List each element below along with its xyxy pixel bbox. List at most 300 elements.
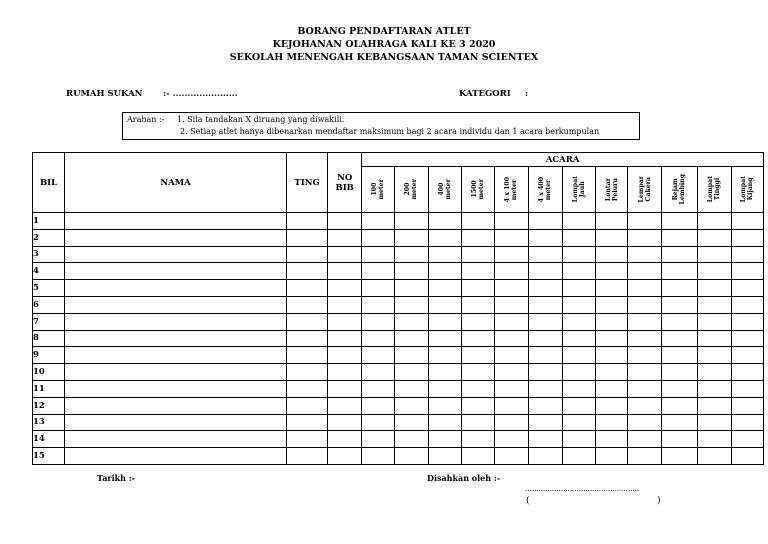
event-checkbox-cell[interactable]: [494, 263, 528, 280]
instruction-item-1: 1. Sila tandakan X diruang yang diwakili.: [177, 115, 345, 124]
header-no-bib: NO BIB: [328, 153, 362, 213]
bib-cell[interactable]: [328, 380, 362, 397]
event-checkbox-cell[interactable]: [563, 246, 596, 263]
event-checkbox-cell[interactable]: [494, 414, 528, 431]
ting-cell[interactable]: [286, 380, 327, 397]
form-title: BORANG PENDAFTARAN ATLET: [297, 26, 471, 37]
ting-cell[interactable]: [286, 330, 327, 347]
table-row: [33, 213, 764, 230]
event-checkbox-cell[interactable]: [362, 414, 395, 431]
bib-cell[interactable]: [328, 431, 362, 448]
bib-cell[interactable]: [328, 246, 362, 263]
event-checkbox-cell[interactable]: [461, 296, 494, 313]
event-header: [563, 167, 596, 213]
event-checkbox-cell[interactable]: [596, 213, 628, 230]
event-checkbox-cell[interactable]: [428, 263, 461, 280]
row-number: 7: [33, 313, 65, 330]
event-checkbox-cell[interactable]: [731, 280, 763, 297]
row-number: 3: [33, 246, 65, 263]
event-checkbox-cell[interactable]: [731, 431, 763, 448]
event-checkbox-cell[interactable]: [461, 414, 494, 431]
event-checkbox-cell[interactable]: [697, 280, 731, 297]
event-checkbox-cell[interactable]: [395, 364, 428, 381]
event-checkbox-cell[interactable]: [697, 246, 731, 263]
table-row: [33, 263, 764, 280]
event-checkbox-cell[interactable]: [528, 380, 562, 397]
event-checkbox-cell[interactable]: [461, 313, 494, 330]
event-checkbox-cell[interactable]: [528, 229, 562, 246]
event-checkbox-cell[interactable]: [494, 280, 528, 297]
event-checkbox-cell[interactable]: [528, 313, 562, 330]
event-header: [528, 167, 562, 213]
table-row: [33, 448, 764, 465]
signature-line[interactable]: ……………………………………………: [525, 485, 639, 493]
event-checkbox-cell[interactable]: [628, 246, 662, 263]
event-label: 100 meter: [371, 179, 386, 200]
event-checkbox-cell[interactable]: [697, 414, 731, 431]
event-checkbox-cell[interactable]: [428, 380, 461, 397]
bib-cell[interactable]: [328, 213, 362, 230]
nama-cell[interactable]: [65, 347, 287, 364]
event-checkbox-cell[interactable]: [528, 414, 562, 431]
event-checkbox-cell[interactable]: [731, 397, 763, 414]
event-checkbox-cell[interactable]: [731, 414, 763, 431]
row-number: 9: [33, 347, 65, 364]
event-checkbox-cell[interactable]: [628, 448, 662, 465]
event-checkbox-cell[interactable]: [596, 448, 628, 465]
event-checkbox-cell[interactable]: [596, 397, 628, 414]
event-header: [731, 167, 763, 213]
event-checkbox-cell[interactable]: [395, 380, 428, 397]
nama-cell[interactable]: [65, 431, 287, 448]
event-checkbox-cell[interactable]: [395, 431, 428, 448]
table-row: [33, 280, 764, 297]
event-checkbox-cell[interactable]: [662, 246, 697, 263]
event-checkbox-cell[interactable]: [428, 296, 461, 313]
ting-cell[interactable]: [286, 263, 327, 280]
table-row: [33, 296, 764, 313]
event-checkbox-cell[interactable]: [596, 229, 628, 246]
event-checkbox-cell[interactable]: [697, 397, 731, 414]
header-acara: ACARA: [362, 153, 764, 167]
event-checkbox-cell[interactable]: [428, 280, 461, 297]
table-row: [33, 313, 764, 330]
event-checkbox-cell[interactable]: [662, 263, 697, 280]
event-checkbox-cell[interactable]: [494, 213, 528, 230]
event-checkbox-cell[interactable]: [528, 296, 562, 313]
event-label: Rejam Lembing: [672, 174, 687, 205]
event-checkbox-cell[interactable]: [662, 431, 697, 448]
event-checkbox-cell[interactable]: [362, 313, 395, 330]
event-checkbox-cell[interactable]: [596, 263, 628, 280]
event-checkbox-cell[interactable]: [697, 380, 731, 397]
event-checkbox-cell[interactable]: [563, 397, 596, 414]
event-checkbox-cell[interactable]: [731, 229, 763, 246]
event-checkbox-cell[interactable]: [731, 263, 763, 280]
event-header: [697, 167, 731, 213]
event-checkbox-cell[interactable]: [428, 414, 461, 431]
event-checkbox-cell[interactable]: [628, 380, 662, 397]
event-header: [596, 167, 628, 213]
event-checkbox-cell[interactable]: [428, 364, 461, 381]
event-label: 200 meter: [404, 179, 419, 200]
nama-cell[interactable]: [65, 229, 287, 246]
event-checkbox-cell[interactable]: [362, 380, 395, 397]
row-number: 1: [33, 213, 65, 230]
bib-cell[interactable]: [328, 347, 362, 364]
event-checkbox-cell[interactable]: [697, 431, 731, 448]
event-checkbox-cell[interactable]: [662, 380, 697, 397]
event-checkbox-cell[interactable]: [428, 431, 461, 448]
kategori-field[interactable]: :: [525, 89, 529, 99]
event-checkbox-cell[interactable]: [628, 296, 662, 313]
ting-cell[interactable]: [286, 280, 327, 297]
event-checkbox-cell[interactable]: [528, 448, 562, 465]
event-checkbox-cell[interactable]: [628, 330, 662, 347]
row-number: 6: [33, 296, 65, 313]
event-header: [628, 167, 662, 213]
event-checkbox-cell[interactable]: [662, 330, 697, 347]
event-checkbox-cell[interactable]: [428, 229, 461, 246]
ting-cell[interactable]: [286, 347, 327, 364]
event-checkbox-cell[interactable]: [628, 313, 662, 330]
name-bracket-close: ): [657, 496, 661, 506]
bib-cell[interactable]: [328, 313, 362, 330]
row-number: 4: [33, 263, 65, 280]
event-header: [662, 167, 697, 213]
table-row: [33, 397, 764, 414]
event-checkbox-cell[interactable]: [528, 431, 562, 448]
event-header: [362, 167, 395, 213]
event-checkbox-cell[interactable]: [662, 213, 697, 230]
table-row: [33, 431, 764, 448]
event-checkbox-cell[interactable]: [662, 448, 697, 465]
event-checkbox-cell[interactable]: [362, 364, 395, 381]
event-checkbox-cell[interactable]: [494, 246, 528, 263]
row-number: 14: [33, 431, 65, 448]
event-checkbox-cell[interactable]: [395, 280, 428, 297]
event-label: Lempar Cakera: [637, 176, 652, 203]
event-checkbox-cell[interactable]: [362, 347, 395, 364]
event-checkbox-cell[interactable]: [528, 364, 562, 381]
event-checkbox-cell[interactable]: [563, 431, 596, 448]
table-row: [33, 347, 764, 364]
event-checkbox-cell[interactable]: [563, 296, 596, 313]
event-checkbox-cell[interactable]: [731, 364, 763, 381]
event-checkbox-cell[interactable]: [428, 213, 461, 230]
event-label: Lompat Jauh: [572, 176, 587, 203]
bib-cell[interactable]: [328, 397, 362, 414]
event-checkbox-cell[interactable]: [596, 364, 628, 381]
ting-cell[interactable]: [286, 414, 327, 431]
event-checkbox-cell[interactable]: [731, 380, 763, 397]
event-checkbox-cell[interactable]: [461, 280, 494, 297]
event-checkbox-cell[interactable]: [628, 347, 662, 364]
instructions-box: [122, 112, 640, 140]
event-checkbox-cell[interactable]: [528, 280, 562, 297]
event-label: 400 meter: [437, 179, 452, 200]
event-checkbox-cell[interactable]: [731, 448, 763, 465]
row-number: 8: [33, 330, 65, 347]
nama-cell[interactable]: [65, 263, 287, 280]
event-checkbox-cell[interactable]: [395, 213, 428, 230]
row-number: 11: [33, 380, 65, 397]
event-checkbox-cell[interactable]: [662, 364, 697, 381]
event-checkbox-cell[interactable]: [428, 448, 461, 465]
event-checkbox-cell[interactable]: [395, 347, 428, 364]
event-label: 4 x 400 meter: [538, 176, 553, 203]
instruction-item-2: 2. Setiap atlet hanya dibenarkan mendaftar maksimum bagi 2 acara individu dan 1 acara berkumpulan: [180, 127, 600, 136]
event-checkbox-cell[interactable]: [461, 213, 494, 230]
event-checkbox-cell[interactable]: [563, 414, 596, 431]
ting-cell[interactable]: [286, 296, 327, 313]
event-checkbox-cell[interactable]: [563, 330, 596, 347]
event-checkbox-cell[interactable]: [528, 347, 562, 364]
event-checkbox-cell[interactable]: [563, 263, 596, 280]
event-checkbox-cell[interactable]: [461, 380, 494, 397]
event-checkbox-cell[interactable]: [731, 296, 763, 313]
event-checkbox-cell[interactable]: [596, 313, 628, 330]
event-checkbox-cell[interactable]: [662, 397, 697, 414]
event-checkbox-cell[interactable]: [662, 414, 697, 431]
event-checkbox-cell[interactable]: [697, 313, 731, 330]
event-checkbox-cell[interactable]: [494, 364, 528, 381]
event-checkbox-cell[interactable]: [528, 213, 562, 230]
event-checkbox-cell[interactable]: [731, 313, 763, 330]
event-checkbox-cell[interactable]: [461, 330, 494, 347]
event-checkbox-cell[interactable]: [395, 313, 428, 330]
event-header: [461, 167, 494, 213]
event-checkbox-cell[interactable]: [596, 246, 628, 263]
nama-cell[interactable]: [65, 397, 287, 414]
event-checkbox-cell[interactable]: [461, 246, 494, 263]
event-checkbox-cell[interactable]: [628, 397, 662, 414]
event-checkbox-cell[interactable]: [528, 397, 562, 414]
name-bracket-open: (: [526, 496, 530, 506]
event-checkbox-cell[interactable]: [563, 380, 596, 397]
bib-cell[interactable]: [328, 296, 362, 313]
event-header: [494, 167, 528, 213]
nama-cell[interactable]: [65, 380, 287, 397]
event-checkbox-cell[interactable]: [494, 296, 528, 313]
event-checkbox-cell[interactable]: [461, 229, 494, 246]
bib-cell[interactable]: [328, 330, 362, 347]
rumah-sukan-field[interactable]: :- ......................: [163, 89, 238, 99]
nama-cell[interactable]: [65, 330, 287, 347]
bib-cell[interactable]: [328, 263, 362, 280]
event-checkbox-cell[interactable]: [362, 431, 395, 448]
header-nama: NAMA: [65, 153, 287, 213]
event-checkbox-cell[interactable]: [362, 448, 395, 465]
event-checkbox-cell[interactable]: [563, 213, 596, 230]
nama-cell[interactable]: [65, 246, 287, 263]
row-number: 2: [33, 229, 65, 246]
event-checkbox-cell[interactable]: [461, 431, 494, 448]
event-checkbox-cell[interactable]: [697, 330, 731, 347]
event-checkbox-cell[interactable]: [395, 229, 428, 246]
event-checkbox-cell[interactable]: [662, 280, 697, 297]
table-body: [33, 213, 764, 465]
event-checkbox-cell[interactable]: [362, 330, 395, 347]
event-checkbox-cell[interactable]: [628, 431, 662, 448]
event-checkbox-cell[interactable]: [596, 296, 628, 313]
tarikh-label: Tarikh :-: [97, 473, 136, 483]
header-ting: TING: [286, 153, 327, 213]
ting-cell[interactable]: [286, 229, 327, 246]
ting-cell[interactable]: [286, 246, 327, 263]
nama-cell[interactable]: [65, 213, 287, 230]
event-checkbox-cell[interactable]: [461, 347, 494, 364]
school-name: SEKOLAH MENENGAH KEBANGSAAN TAMAN SCIENTEX: [229, 52, 539, 63]
event-checkbox-cell[interactable]: [494, 448, 528, 465]
event-checkbox-cell[interactable]: [395, 397, 428, 414]
ting-cell[interactable]: [286, 397, 327, 414]
row-number: 10: [33, 364, 65, 381]
ting-cell[interactable]: [286, 364, 327, 381]
table-row: [33, 414, 764, 431]
event-checkbox-cell[interactable]: [362, 229, 395, 246]
event-checkbox-cell[interactable]: [662, 313, 697, 330]
event-checkbox-cell[interactable]: [461, 364, 494, 381]
event-checkbox-cell[interactable]: [563, 229, 596, 246]
event-label: Lompat Tinggi: [707, 176, 722, 203]
event-checkbox-cell[interactable]: [731, 347, 763, 364]
table-row: [33, 246, 764, 263]
bib-cell[interactable]: [328, 280, 362, 297]
event-checkbox-cell[interactable]: [731, 213, 763, 230]
event-checkbox-cell[interactable]: [494, 313, 528, 330]
ting-cell[interactable]: [286, 313, 327, 330]
event-checkbox-cell[interactable]: [362, 280, 395, 297]
registration-table: [32, 152, 764, 465]
event-checkbox-cell[interactable]: [563, 347, 596, 364]
event-checkbox-cell[interactable]: [428, 397, 461, 414]
event-checkbox-cell[interactable]: [662, 296, 697, 313]
event-checkbox-cell[interactable]: [362, 213, 395, 230]
event-header: [395, 167, 428, 213]
nama-cell[interactable]: [65, 313, 287, 330]
ting-cell[interactable]: [286, 431, 327, 448]
event-label: 1500 meter: [470, 179, 485, 200]
event-checkbox-cell[interactable]: [428, 330, 461, 347]
row-number: 15: [33, 448, 65, 465]
event-checkbox-cell[interactable]: [395, 246, 428, 263]
event-checkbox-cell[interactable]: [596, 347, 628, 364]
event-checkbox-cell[interactable]: [362, 263, 395, 280]
kategori-label: KATEGORI: [459, 89, 511, 99]
event-checkbox-cell[interactable]: [628, 213, 662, 230]
event-checkbox-cell[interactable]: [528, 330, 562, 347]
event-checkbox-cell[interactable]: [494, 431, 528, 448]
event-checkbox-cell[interactable]: [395, 263, 428, 280]
event-checkbox-cell[interactable]: [697, 364, 731, 381]
bib-cell[interactable]: [328, 448, 362, 465]
event-checkbox-cell[interactable]: [596, 431, 628, 448]
event-checkbox-cell[interactable]: [697, 296, 731, 313]
event-checkbox-cell[interactable]: [362, 296, 395, 313]
event-checkbox-cell[interactable]: [395, 448, 428, 465]
event-checkbox-cell[interactable]: [662, 229, 697, 246]
table-row: [33, 364, 764, 381]
event-checkbox-cell[interactable]: [362, 397, 395, 414]
row-number: 12: [33, 397, 65, 414]
event-checkbox-cell[interactable]: [362, 246, 395, 263]
event-checkbox-cell[interactable]: [697, 448, 731, 465]
event-checkbox-cell[interactable]: [563, 364, 596, 381]
disahkan-label: Disahkan oleh :-: [427, 473, 501, 483]
event-checkbox-cell[interactable]: [528, 263, 562, 280]
event-label: Lompat Kijang: [740, 176, 755, 203]
event-checkbox-cell[interactable]: [461, 448, 494, 465]
event-checkbox-cell[interactable]: [697, 213, 731, 230]
event-checkbox-cell[interactable]: [494, 397, 528, 414]
event-checkbox-cell[interactable]: [563, 280, 596, 297]
event-checkbox-cell[interactable]: [395, 414, 428, 431]
header-bil: BIL: [33, 153, 65, 213]
event-checkbox-cell[interactable]: [697, 229, 731, 246]
event-header: [428, 167, 461, 213]
nama-cell[interactable]: [65, 414, 287, 431]
event-checkbox-cell[interactable]: [428, 347, 461, 364]
event-checkbox-cell[interactable]: [494, 330, 528, 347]
bib-cell[interactable]: [328, 364, 362, 381]
event-checkbox-cell[interactable]: [494, 380, 528, 397]
event-checkbox-cell[interactable]: [628, 263, 662, 280]
event-checkbox-cell[interactable]: [494, 347, 528, 364]
event-checkbox-cell[interactable]: [628, 229, 662, 246]
event-checkbox-cell[interactable]: [461, 397, 494, 414]
bib-cell[interactable]: [328, 414, 362, 431]
event-checkbox-cell[interactable]: [596, 330, 628, 347]
event-label: 4 x 100 meter: [504, 176, 519, 203]
event-checkbox-cell[interactable]: [596, 280, 628, 297]
event-checkbox-cell[interactable]: [395, 330, 428, 347]
event-checkbox-cell[interactable]: [628, 414, 662, 431]
row-number: 13: [33, 414, 65, 431]
instructions-label: Arahan :-: [127, 115, 165, 124]
table-row: [33, 380, 764, 397]
event-checkbox-cell[interactable]: [395, 296, 428, 313]
event-checkbox-cell[interactable]: [697, 263, 731, 280]
nama-cell[interactable]: [65, 364, 287, 381]
row-number: 5: [33, 280, 65, 297]
event-checkbox-cell[interactable]: [731, 330, 763, 347]
event-label: Lontar Peluru: [604, 177, 619, 202]
nama-cell[interactable]: [65, 448, 287, 465]
event-checkbox-cell[interactable]: [563, 313, 596, 330]
ting-cell[interactable]: [286, 448, 327, 465]
event-checkbox-cell[interactable]: [428, 313, 461, 330]
event-checkbox-cell[interactable]: [494, 229, 528, 246]
event-checkbox-cell[interactable]: [563, 448, 596, 465]
nama-cell[interactable]: [65, 280, 287, 297]
event-checkbox-cell[interactable]: [596, 380, 628, 397]
bib-cell[interactable]: [328, 229, 362, 246]
nama-cell[interactable]: [65, 296, 287, 313]
rumah-sukan-label: RUMAH SUKAN: [66, 89, 143, 99]
event-checkbox-cell[interactable]: [428, 246, 461, 263]
event-checkbox-cell[interactable]: [461, 263, 494, 280]
event-checkbox-cell[interactable]: [662, 347, 697, 364]
event-checkbox-cell[interactable]: [528, 246, 562, 263]
event-checkbox-cell[interactable]: [697, 347, 731, 364]
event-checkbox-cell[interactable]: [628, 280, 662, 297]
ting-cell[interactable]: [286, 213, 327, 230]
table-row: [33, 330, 764, 347]
event-checkbox-cell[interactable]: [596, 414, 628, 431]
event-checkbox-cell[interactable]: [628, 364, 662, 381]
event-checkbox-cell[interactable]: [731, 246, 763, 263]
